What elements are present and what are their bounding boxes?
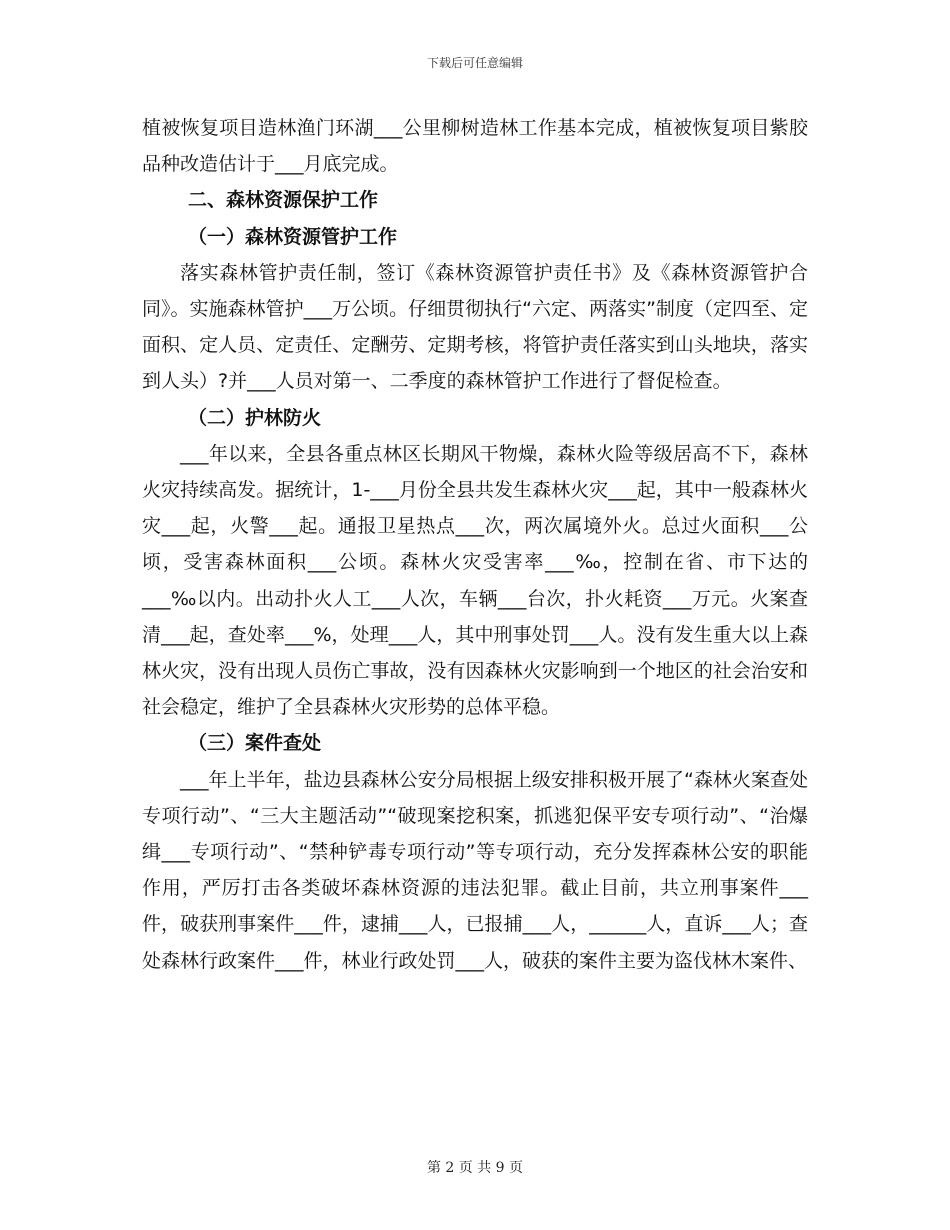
paragraph: ___年上半年，盐边县森林公安分局根据上级安排积极开展了“森林火案查处专项行动”、“三大主题活动”“破现案挖积案，抓逃犯保平安专项行动”、“治爆缉___专项行动”、“禁种铲毒专项行动”等专项行动，充分发挥森林公安的职能作用，严厉打击各类破坏森林资源的违法犯罪。截止目前，共立刑事案件___件，破获刑事案件___件，逮捕___人，已报捕___人，______人，直诉___人；查处森林行政案件___件，林业行政处罚___人，破获的案件主要为盗伐林木案件、 [142, 768, 808, 972]
subsection-heading: （二）护林防火 [188, 406, 322, 429]
subsection-heading: （三）案件查处 [188, 732, 322, 755]
paragraph: 落实森林管护责任制，签订《森林资源管护责任书》及《森林资源管护合同》。实施森林管护___万公顷。仔细贯彻执行“六定、两落实”制度（定四至、定面积、定人员、定责任、定酬劳、定期考核，将管护责任落实到山头地块，落实到人头）?并___人员对第一、二季度的森林管护工作进行了督促检查。 [142, 261, 808, 393]
paragraph: 植被恢复项目造林渔门环湖___公里柳树造林工作基本完成，植被恢复项目紫胶品种改造估计于___月底完成。 [142, 117, 808, 176]
page-footer: 第 2 页 共 9 页 [426, 1160, 524, 1176]
paragraph: ___年以来，全县各重点林区长期风干物燥，森林火险等级居高不下，森林火灾持续高发。据统计，1-___月份全县共发生森林火灾___起，其中一般森林火灾___起，火警___起。通报卫星热点___次，两次属境外火。总过火面积___公顷，受害森林面积___公顷。森林火灾受害率___‰，控制在省、市下达的___‰以内。出动扑火人工___人次，车辆___台次，扑火耗资___万元。火案查清___起，查处率___%，处理___人，其中刑事处罚___人。没有发生重大以上森林火灾，没有出现人员伤亡事故，没有因森林火灾影响到一个地区的社会治安和社会稳定，维护了全县森林火灾形势的总体平稳。 [142, 442, 808, 719]
subsection-heading: （一）森林资源管护工作 [188, 225, 398, 248]
section-heading: 二、森林资源保护工作 [188, 189, 379, 212]
page-header: 下载后可任意编辑 [426, 56, 523, 70]
document-body [142, 110, 808, 979]
